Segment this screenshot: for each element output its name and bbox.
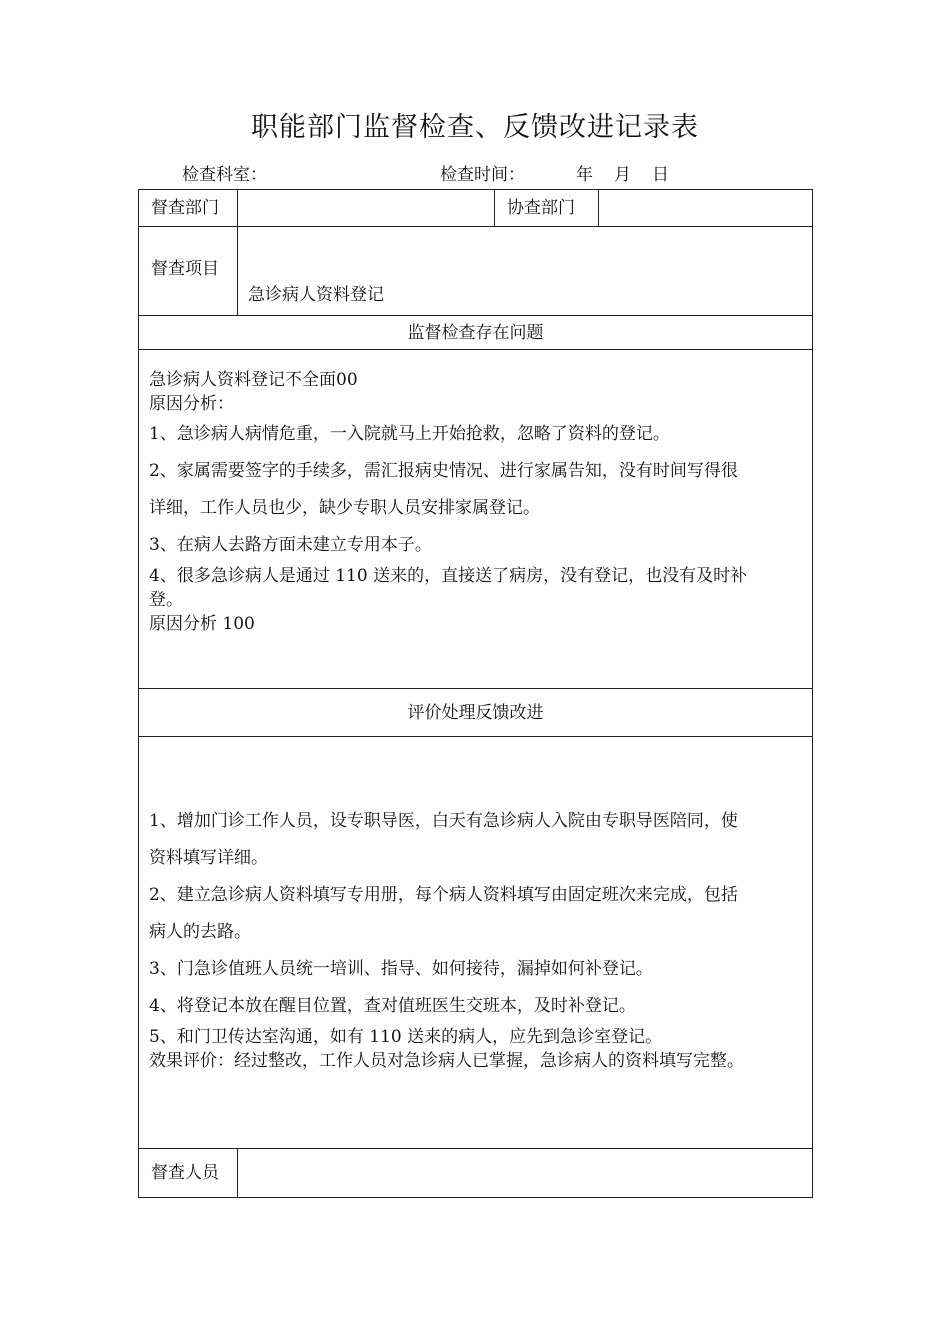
feedback-heading: 评价处理反馈改进 [139, 689, 813, 737]
supervise-item-value: 急诊病人资料登记 [248, 285, 384, 305]
feedback-line: 1、增加门诊工作人员，设专职导医，白天有急诊病人入院由专职导医陪同，使 [149, 811, 738, 831]
feedback-line: 2、建立急诊病人资料填写专用册，每个病人资料填写由固定班次来完成，包括 [149, 885, 738, 905]
feedback-line: 效果评价：经过整改，工作人员对急诊病人已掌握，急诊病人的资料填写完整。 [149, 1051, 744, 1071]
item-row [139, 227, 813, 316]
supervise-dept-field[interactable] [238, 190, 495, 227]
issues-heading: 监督检查存在问题 [139, 316, 813, 350]
issues-line: 详细，工作人员也少，缺少专职人员安排家属登记。 [149, 498, 540, 518]
issues-line: 原因分析 100 [149, 614, 255, 634]
issues-line: 急诊病人资料登记不全面00 [149, 370, 358, 390]
issues-line: 1、急诊病人病情危重，一入院就马上开始抢救，忽略了资料的登记。 [149, 424, 670, 444]
item-label-cell [139, 227, 238, 316]
supervise-item-label: 督查项目 [151, 259, 219, 279]
inspection-time-label: 检查时间： [440, 165, 525, 185]
document-title: 职能部门监督检查、反馈改进记录表 [251, 112, 699, 143]
feedback-body-row [139, 737, 813, 1149]
issues-line: 4、很多急诊病人是通过 110 送来的，直接送了病房，没有登记，也没有及时补 [149, 566, 748, 586]
issues-line: 登。 [149, 590, 183, 610]
feedback-heading-row [139, 689, 813, 737]
month-label: 月 [614, 165, 631, 185]
inspector-row [139, 1149, 813, 1198]
feedback-line: 资料填写详细。 [149, 848, 268, 868]
dept-row [139, 190, 813, 227]
item-value-cell[interactable] [238, 227, 813, 316]
year-label: 年 [576, 165, 593, 185]
inspector-field[interactable] [238, 1149, 813, 1198]
issues-body[interactable] [139, 350, 813, 689]
issues-line: 原因分析： [149, 394, 234, 414]
inspected-dept-label: 检查科室： [182, 165, 267, 185]
feedback-line: 5、和门卫传达室沟通，如有 110 送来的病人，应先到急诊室登记。 [149, 1027, 663, 1047]
feedback-line: 病人的去路。 [149, 922, 251, 942]
issues-body-row [139, 350, 813, 689]
issues-line: 2、家属需要签字的手续多，需汇报病史情况、进行家属告知，没有时间写得很 [149, 461, 738, 481]
issues-line: 3、在病人去路方面未建立专用本子。 [149, 535, 432, 555]
record-form-table [138, 189, 813, 1198]
issues-heading-row [139, 316, 813, 350]
supervise-dept-label: 督查部门 [139, 190, 238, 227]
feedback-line: 3、门急诊值班人员统一培训、指导、如何接待，漏掉如何补登记。 [149, 959, 653, 979]
day-label: 日 [652, 165, 669, 185]
assist-dept-field[interactable] [599, 190, 813, 227]
inspector-label: 督查人员 [139, 1149, 238, 1198]
feedback-line: 4、将登记本放在醒目位置，查对值班医生交班本，及时补登记。 [149, 996, 636, 1016]
feedback-body[interactable] [139, 737, 813, 1149]
assist-dept-label: 协查部门 [495, 190, 599, 227]
